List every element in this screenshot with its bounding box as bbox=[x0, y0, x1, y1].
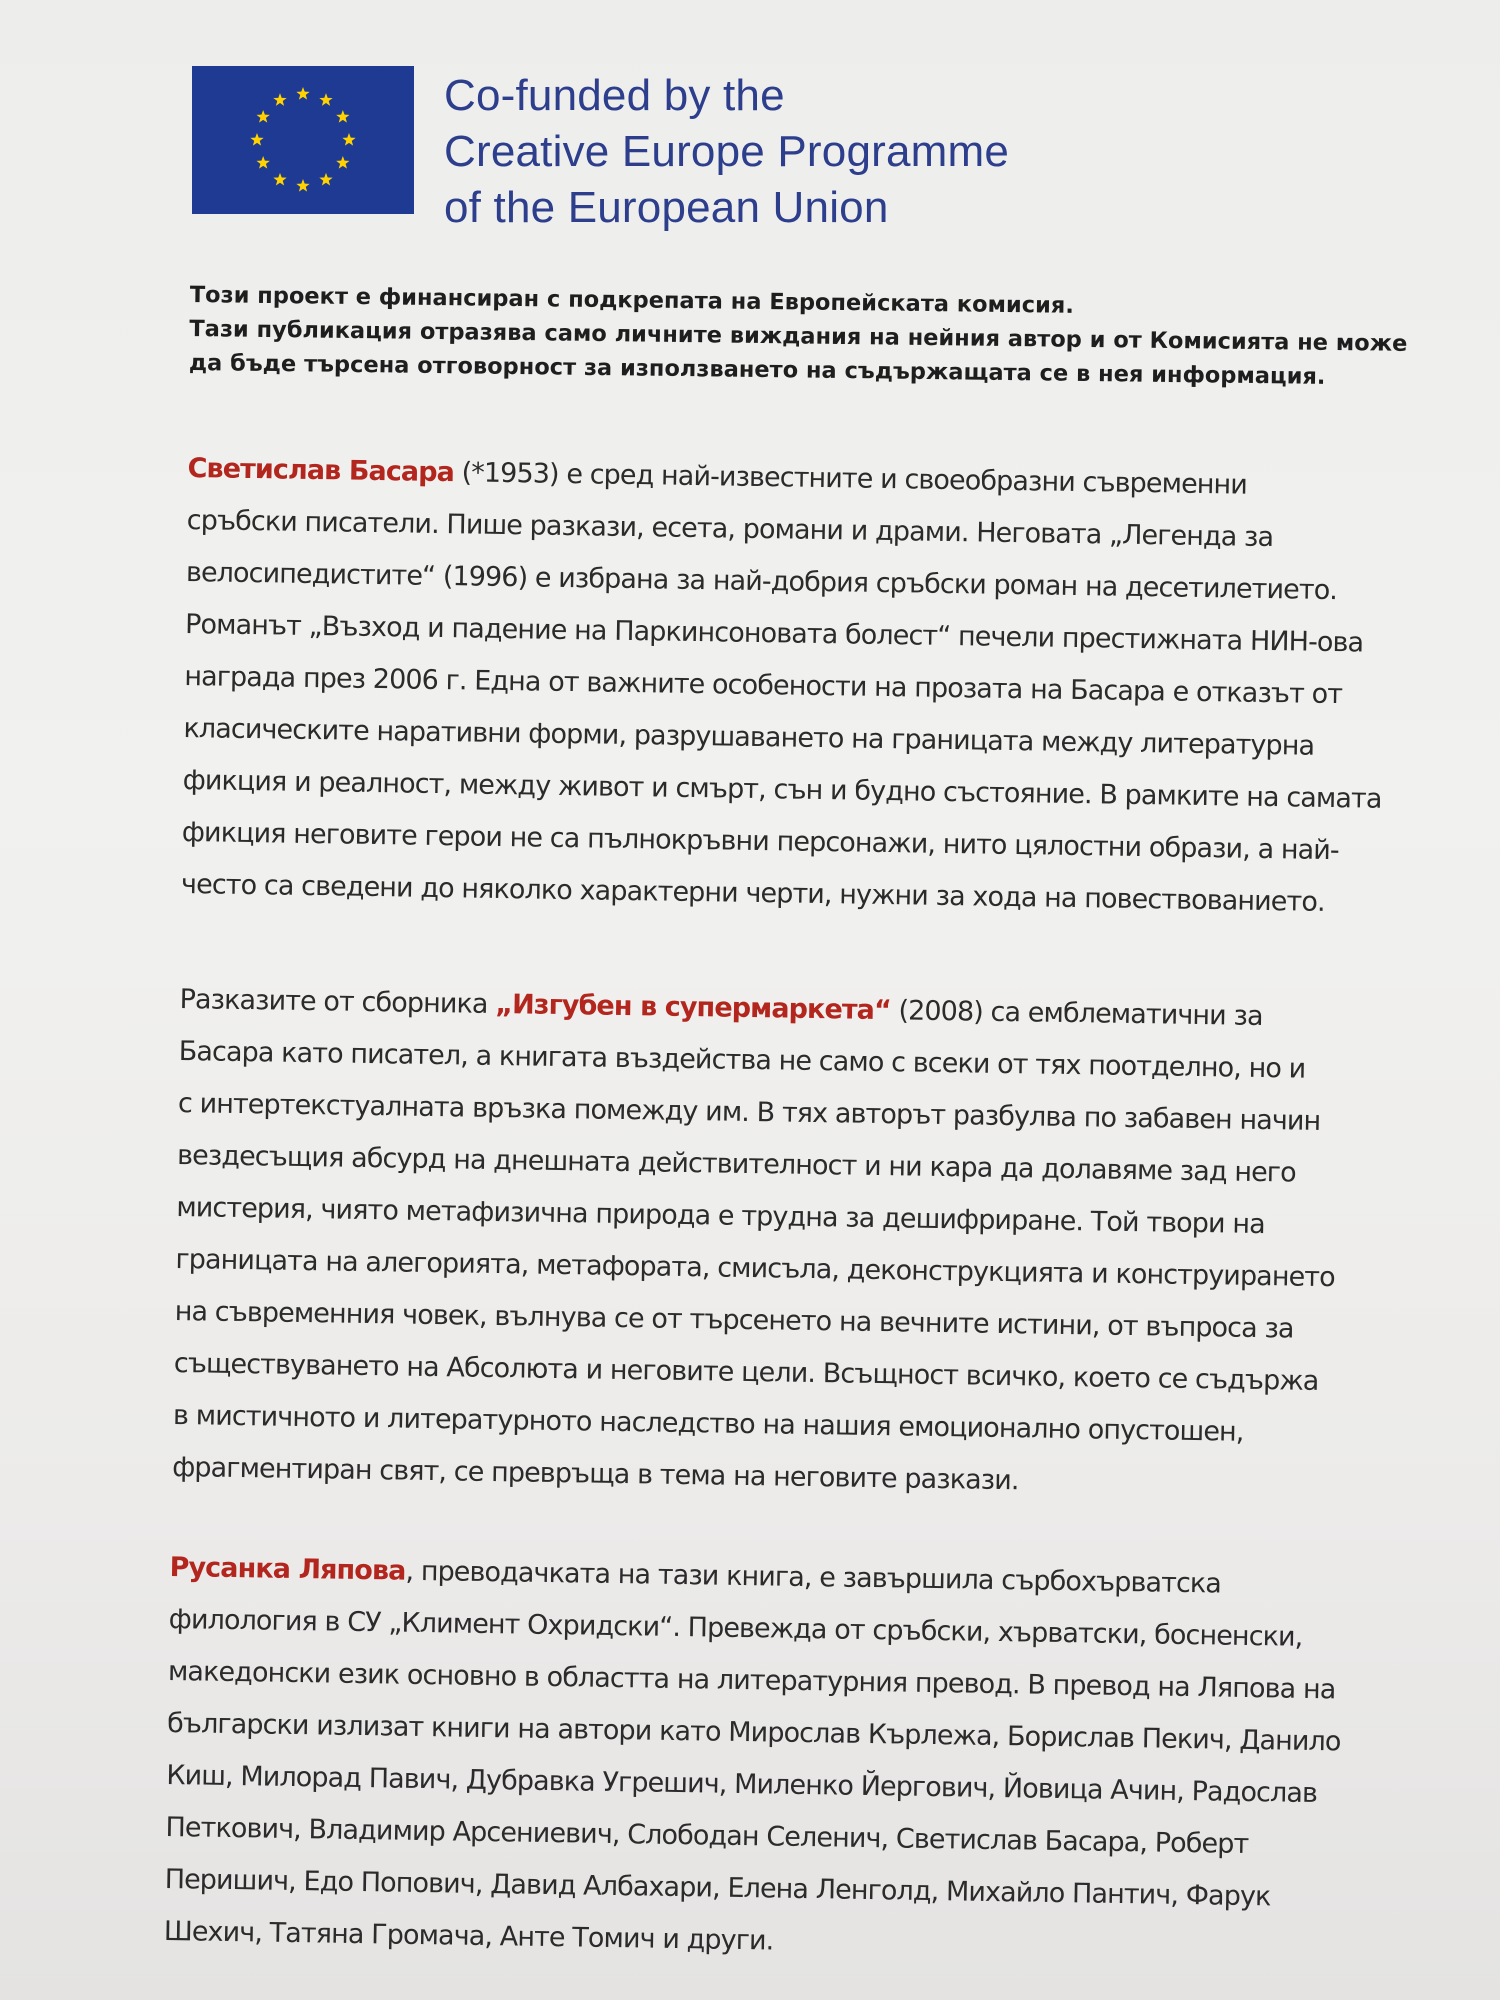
author-paragraph bbox=[181, 443, 1387, 930]
paragraph-line: сръбски писатели. Пише разкази, есета, романи и драми. Неговата „Легенда за bbox=[186, 504, 1274, 554]
paragraph-line: класическите наративни форми, разрушаването на границата между литературна bbox=[183, 712, 1315, 762]
eu-star-icon bbox=[273, 93, 286, 106]
paragraph-line: фикция и реалност, между живот и смърт, сън и будно състояние. В рамките на самата bbox=[182, 764, 1382, 815]
disclaimer-line: Тази публикация отразява само личните виждания на нейния автор и от Комисията не може bbox=[189, 315, 1408, 357]
paragraph-line: велосипедистите“ (1996) е избрана за най-добрия сръбски роман на десетилетието. bbox=[185, 556, 1338, 607]
line-text: , преводачката на тази книга, е завършила сърбохърватска bbox=[405, 1555, 1222, 1600]
eu-star-icon bbox=[257, 110, 270, 123]
eu-text-line: Co-funded by the bbox=[444, 71, 785, 120]
disclaimer-line: да бъде търсена отговорност за използването на съдържащата се в нея информация. bbox=[188, 349, 1326, 390]
eu-disclaimer bbox=[188, 278, 1408, 394]
eu-stars bbox=[192, 66, 414, 214]
paragraph-line: Басара като писател, а книгата въздейства не само с всеки от тях поотделно, но и bbox=[178, 1035, 1306, 1085]
disclaimer-line: Този проект е финансиран с подкрепата на Европейската комисия. bbox=[189, 281, 1075, 319]
eu-star-icon bbox=[273, 173, 286, 186]
eu-star-icon bbox=[342, 133, 355, 146]
translator-name: Русанка Ляпова bbox=[169, 1551, 406, 1587]
paragraph-line: с интертекстуалната връзка помежду им. В тях авторът разбулва по забавен начин bbox=[177, 1087, 1321, 1137]
book-title: „Изгубен в супермаркета“ bbox=[495, 988, 892, 1027]
eu-text-line: of the European Union bbox=[444, 183, 889, 232]
paragraph-line: мистерия, чиято метафизична природа е трудна за дешифриране. Той твори на bbox=[176, 1191, 1265, 1241]
paragraph-line: на съвременния човек, вълнува се от търсенето на вечните истини, от въпроса за bbox=[174, 1295, 1294, 1345]
paragraph-line: границата на алегорията, метафората, смисъла, деконструкцията и конструирането bbox=[175, 1243, 1335, 1294]
eu-star-icon bbox=[336, 156, 349, 169]
eu-star-icon bbox=[296, 87, 309, 100]
author-name: Светислав Басара bbox=[187, 452, 455, 489]
paragraph-line: македонски език основно в областта на литературния превод. В превод на Ляпова на bbox=[167, 1655, 1336, 1706]
eu-star-icon bbox=[296, 179, 309, 192]
eu-star-icon bbox=[250, 133, 263, 146]
paragraph-line: фикция неговите герои не са пълнокръвни персонажи, нито цялостни образи, а най- bbox=[181, 816, 1340, 867]
eu-star-icon bbox=[319, 173, 332, 186]
line-text: (*1953) е сред най-известните и своеобразни съвременни bbox=[453, 457, 1248, 501]
line-text: (2008) са емблематични за bbox=[890, 995, 1263, 1033]
paragraph-line: Шехич, Татяна Громача, Анте Томич и други. bbox=[163, 1915, 774, 1957]
line-text: Разказите от сборника bbox=[179, 983, 496, 1020]
paragraph-line: Перишич, Едо Попович, Давид Албахари, Елена Ленголд, Михайло Пантич, Фарук bbox=[164, 1863, 1271, 1913]
eu-cofunding-text bbox=[444, 68, 1009, 236]
paragraph-line: Романът „Възход и падение на Паркинсоновата болест“ печели престижната НИН-ова bbox=[184, 608, 1364, 659]
translator-paragraph bbox=[163, 1542, 1343, 1976]
eu-text-line: Creative Europe Programme bbox=[444, 127, 1010, 176]
paragraph-line: Киш, Милорад Павич, Дубравка Угрешич, Миленко Йергович, Йовица Ачин, Радослав bbox=[166, 1759, 1318, 1810]
paragraph-line: български излизат книги на автори като Мирослав Кърлежа, Борислав Пекич, Данило bbox=[166, 1707, 1341, 1758]
eu-star-icon bbox=[257, 156, 270, 169]
eu-cofunding-logo bbox=[192, 66, 1009, 236]
paragraph-line: вездесъщия абсурд на днешната действителност и ни кара да долавяме зад него bbox=[176, 1139, 1296, 1189]
book-paragraph bbox=[172, 974, 1339, 1512]
paragraph-line: Петкович, Владимир Арсениевич, Слободан Селенич, Светислав Басара, Роберт bbox=[165, 1811, 1249, 1860]
paragraph-line: награда през 2006 г. Една от важните особености на прозата на Басара е отказът от bbox=[184, 660, 1343, 711]
paragraph-line: филология в СУ „Климент Охридски“. Превежда от сръбски, хърватски, босненски, bbox=[168, 1603, 1303, 1653]
eu-star-icon bbox=[336, 110, 349, 123]
paragraph-line: фрагментиран свят, се превръща в тема на неговите разкази. bbox=[172, 1451, 1019, 1497]
paragraph-line: в мистичното и литературното наследство на нашия емоционално опустошен, bbox=[172, 1399, 1244, 1448]
eu-flag-icon bbox=[192, 66, 414, 214]
paragraph-line: често са сведени до няколко характерни черти, нужни за хода на повествованието. bbox=[180, 868, 1325, 918]
eu-star-icon bbox=[319, 93, 332, 106]
paragraph-line: съществуването на Абсолюта и неговите цели. Всъщност всичко, което се съдържа bbox=[173, 1347, 1319, 1397]
